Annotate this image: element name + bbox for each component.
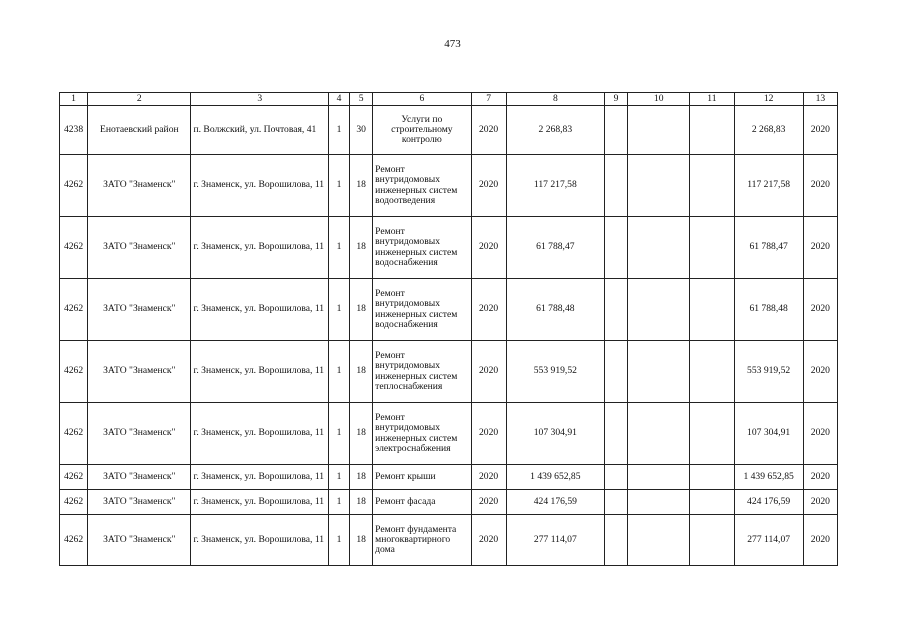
- cell-number: 4262: [60, 490, 88, 515]
- cell-col4: 1: [329, 403, 350, 465]
- cell-number: 4262: [60, 515, 88, 566]
- column-header: 8: [506, 93, 604, 106]
- cell-col11: [690, 465, 734, 490]
- cell-work-type: Ремонт внутридомовых инженерных систем электроснабжения: [373, 403, 471, 465]
- cell-municipality: ЗАТО "Знаменск": [88, 341, 191, 403]
- cell-address: г. Знаменск, ул. Ворошилова, 11: [191, 341, 329, 403]
- cell-col10: [628, 403, 690, 465]
- cell-number: 4262: [60, 465, 88, 490]
- column-header: 4: [329, 93, 350, 106]
- cell-col11: [690, 106, 734, 155]
- cell-col11: [690, 403, 734, 465]
- cell-amount-total: 277 114,07: [734, 515, 803, 566]
- cell-address: г. Знаменск, ул. Ворошилова, 11: [191, 515, 329, 566]
- table-row: [60, 106, 838, 155]
- cell-work-type: Ремонт внутридомовых инженерных систем теплоснабжения: [373, 341, 471, 403]
- cell-year-end: 2020: [803, 279, 837, 341]
- cell-year-end: 2020: [803, 490, 837, 515]
- cell-col4: 1: [329, 465, 350, 490]
- column-header: 3: [191, 93, 329, 106]
- cell-col11: [690, 490, 734, 515]
- cell-year: 2020: [471, 279, 506, 341]
- column-header: 13: [803, 93, 837, 106]
- cell-year-end: 2020: [803, 465, 837, 490]
- cell-number: 4262: [60, 217, 88, 279]
- table-row: [60, 465, 838, 490]
- cell-amount: 1 439 652,85: [506, 465, 604, 490]
- table-row: [60, 403, 838, 465]
- cell-year-end: 2020: [803, 155, 837, 217]
- cell-year-end: 2020: [803, 217, 837, 279]
- cell-col9: [605, 403, 628, 465]
- cell-amount: 107 304,91: [506, 403, 604, 465]
- column-header: 11: [690, 93, 734, 106]
- cell-number: 4238: [60, 106, 88, 155]
- cell-year-end: 2020: [803, 515, 837, 566]
- header-row: [60, 93, 838, 106]
- cell-work-type: Ремонт фасада: [373, 490, 471, 515]
- cell-amount: 424 176,59: [506, 490, 604, 515]
- cell-address: г. Знаменск, ул. Ворошилова, 11: [191, 155, 329, 217]
- cell-address: г. Знаменск, ул. Ворошилова, 11: [191, 465, 329, 490]
- cell-municipality: ЗАТО "Знаменск": [88, 490, 191, 515]
- cell-municipality: Енотаевский район: [88, 106, 191, 155]
- cell-col4: 1: [329, 279, 350, 341]
- cell-amount-total: 117 217,58: [734, 155, 803, 217]
- cell-amount: 61 788,48: [506, 279, 604, 341]
- cell-col9: [605, 155, 628, 217]
- table-row: [60, 217, 838, 279]
- cell-col5: 18: [350, 217, 373, 279]
- cell-amount: 2 268,83: [506, 106, 604, 155]
- cell-col5: 18: [350, 341, 373, 403]
- cell-year-end: 2020: [803, 403, 837, 465]
- cell-col10: [628, 217, 690, 279]
- page-number: 473: [444, 38, 461, 50]
- cell-year: 2020: [471, 490, 506, 515]
- cell-col9: [605, 106, 628, 155]
- table-row: [60, 490, 838, 515]
- cell-col5: 18: [350, 403, 373, 465]
- cell-year: 2020: [471, 403, 506, 465]
- cell-address: г. Знаменск, ул. Ворошилова, 11: [191, 490, 329, 515]
- cell-number: 4262: [60, 155, 88, 217]
- cell-year: 2020: [471, 465, 506, 490]
- cell-col5: 18: [350, 155, 373, 217]
- cell-col10: [628, 515, 690, 566]
- cell-col9: [605, 515, 628, 566]
- register-table: [59, 92, 838, 566]
- cell-address: п. Волжский, ул. Почтовая, 41: [191, 106, 329, 155]
- cell-col11: [690, 217, 734, 279]
- table-row: [60, 515, 838, 566]
- cell-col11: [690, 341, 734, 403]
- column-header: 6: [373, 93, 471, 106]
- cell-col11: [690, 279, 734, 341]
- table-row: [60, 155, 838, 217]
- cell-year: 2020: [471, 106, 506, 155]
- cell-year: 2020: [471, 515, 506, 566]
- cell-col4: 1: [329, 341, 350, 403]
- cell-amount-total: 424 176,59: [734, 490, 803, 515]
- cell-col4: 1: [329, 490, 350, 515]
- cell-number: 4262: [60, 403, 88, 465]
- cell-col5: 18: [350, 279, 373, 341]
- cell-year-end: 2020: [803, 341, 837, 403]
- cell-col9: [605, 279, 628, 341]
- cell-work-type: Ремонт крыши: [373, 465, 471, 490]
- cell-col11: [690, 515, 734, 566]
- cell-col9: [605, 465, 628, 490]
- cell-col10: [628, 490, 690, 515]
- column-header: 10: [628, 93, 690, 106]
- column-header: 5: [350, 93, 373, 106]
- cell-amount-total: 107 304,91: [734, 403, 803, 465]
- cell-amount-total: 61 788,48: [734, 279, 803, 341]
- cell-number: 4262: [60, 341, 88, 403]
- cell-col4: 1: [329, 217, 350, 279]
- cell-col5: 30: [350, 106, 373, 155]
- cell-municipality: ЗАТО "Знаменск": [88, 155, 191, 217]
- cell-amount-total: 61 788,47: [734, 217, 803, 279]
- cell-amount: 553 919,52: [506, 341, 604, 403]
- cell-year: 2020: [471, 155, 506, 217]
- cell-year: 2020: [471, 341, 506, 403]
- cell-col4: 1: [329, 106, 350, 155]
- cell-work-type: Ремонт внутридомовых инженерных систем водоснабжения: [373, 217, 471, 279]
- cell-col5: 18: [350, 465, 373, 490]
- cell-col4: 1: [329, 515, 350, 566]
- cell-year: 2020: [471, 217, 506, 279]
- cell-work-type: Ремонт внутридомовых инженерных систем водоснабжения: [373, 279, 471, 341]
- cell-number: 4262: [60, 279, 88, 341]
- table-row: [60, 341, 838, 403]
- cell-amount-total: 553 919,52: [734, 341, 803, 403]
- cell-amount: 277 114,07: [506, 515, 604, 566]
- cell-municipality: ЗАТО "Знаменск": [88, 279, 191, 341]
- cell-amount: 117 217,58: [506, 155, 604, 217]
- cell-municipality: ЗАТО "Знаменск": [88, 515, 191, 566]
- cell-amount-total: 2 268,83: [734, 106, 803, 155]
- cell-amount-total: 1 439 652,85: [734, 465, 803, 490]
- cell-col11: [690, 155, 734, 217]
- cell-col9: [605, 490, 628, 515]
- cell-address: г. Знаменск, ул. Ворошилова, 11: [191, 403, 329, 465]
- cell-address: г. Знаменск, ул. Ворошилова, 11: [191, 279, 329, 341]
- cell-municipality: ЗАТО "Знаменск": [88, 217, 191, 279]
- cell-work-type: Ремонт фундамента многоквартирного дома: [373, 515, 471, 566]
- cell-col5: 18: [350, 515, 373, 566]
- cell-col10: [628, 106, 690, 155]
- column-header: 2: [88, 93, 191, 106]
- cell-col10: [628, 155, 690, 217]
- cell-address: г. Знаменск, ул. Ворошилова, 11: [191, 217, 329, 279]
- cell-col9: [605, 341, 628, 403]
- cell-municipality: ЗАТО "Знаменск": [88, 465, 191, 490]
- table-row: [60, 279, 838, 341]
- cell-col9: [605, 217, 628, 279]
- cell-year-end: 2020: [803, 106, 837, 155]
- cell-col10: [628, 279, 690, 341]
- column-header: 12: [734, 93, 803, 106]
- column-header: 9: [605, 93, 628, 106]
- cell-work-type: Ремонт внутридомовых инженерных систем водоотведения: [373, 155, 471, 217]
- cell-municipality: ЗАТО "Знаменск": [88, 403, 191, 465]
- column-header: 1: [60, 93, 88, 106]
- cell-work-type: Услуги по строительному контролю: [373, 106, 471, 155]
- cell-col10: [628, 341, 690, 403]
- column-header: 7: [471, 93, 506, 106]
- cell-col4: 1: [329, 155, 350, 217]
- cell-amount: 61 788,47: [506, 217, 604, 279]
- cell-col5: 18: [350, 490, 373, 515]
- cell-col10: [628, 465, 690, 490]
